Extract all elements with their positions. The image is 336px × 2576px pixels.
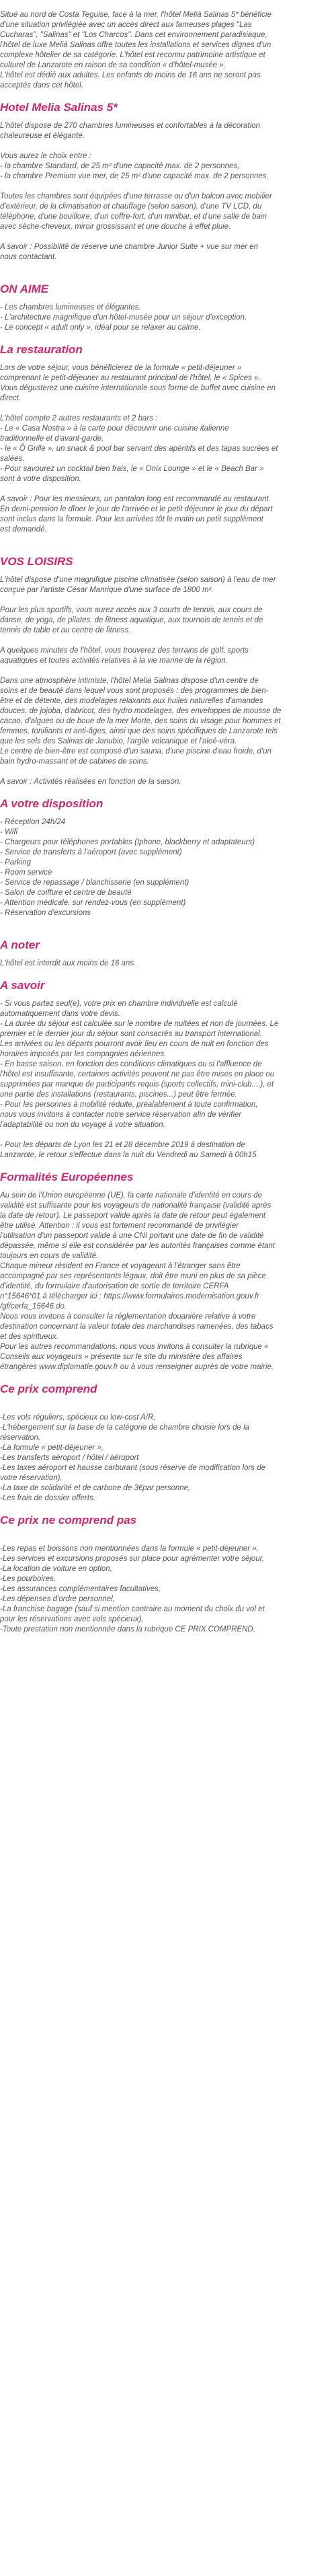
- text-line: L'hôtel compte 2 autres restaurants et 2 bars :: [0, 414, 158, 422]
- text-line: - Pour savourez un cocktail bien frais, le « Onix Lounge » et le « Beach Bar »: [0, 465, 264, 473]
- list-item: - Chargeurs pour téléphones portables (Iphone, blackberry et adaptateurs): [0, 838, 255, 846]
- text-line: - Pour les personnes à mobilité réduite, préalablement à toute confirmation,: [0, 1101, 258, 1109]
- text-line: l'utilisation d'un passeport valide à une CNI portant une date de fin de validité: [0, 1232, 264, 1240]
- text-line: Au sein de l'Union européenne (UE), la carte nationale d'identité en cours de: [0, 1191, 262, 1200]
- text-line: - la chambre Standard, de 25 m² d'une capacité max. de 2 personnes,: [0, 162, 240, 170]
- text-line: premier et le dernier jour du séjour sont consacrés au transport international.: [0, 1030, 262, 1038]
- text-line: étrangères www.diplomatie.gouv.fr ou à vous renseigner auprès de votre mairie.: [0, 1363, 274, 1371]
- hotel-equipment: [0, 192, 329, 232]
- text-line: téléphone, d'une bouilloire, d'un coffre-fort, d'un minibar, et d'une salle de bain: [0, 213, 267, 221]
- text-line: - La durée du séjour est calculée sur le nombre de nuitées et non de journées. Le: [0, 1020, 279, 1028]
- text-line: direct.: [0, 394, 22, 402]
- a-savoir-paragraph: [0, 999, 329, 1130]
- list-item: -Les repas et boissons non mentionnées dans la formule « petit-déjeuner »,: [0, 1545, 259, 1553]
- text-line: accompagné par ses représentants légaux, doit être muni en plus de sa pièce: [0, 1272, 266, 1280]
- text-line: la date de retour). Le passeport valide après la date de retour peut également: [0, 1212, 266, 1220]
- text-line: aquatiques et toutes activités relatives à la vie marine de la région.: [0, 657, 228, 665]
- list-item: - Service de repassage / blanchisserie (en supplément): [0, 879, 190, 887]
- loisirs-sports: [0, 605, 329, 636]
- text-line: conçue par l'artiste César Manrique d'une surface de 1800 m².: [0, 586, 214, 594]
- text-line: femmes, tonifiants et anti-âges, ainsi que des soins spécifiques de Lanzarote tels: [0, 727, 278, 735]
- text-line: - En basse saison, en fonction des conditions climatiques ou si l'affluence de: [0, 1060, 262, 1068]
- text-line: n°15646*01 à télécharger ici : https://www.formulaires.modernisation.gouv.fr: [0, 1292, 259, 1300]
- loisirs-spa: [0, 676, 329, 767]
- list-item: -Les transferts aéroport / hôtel / aéroport: [0, 1454, 139, 1462]
- text-line: - Pour les départs de Lyon les 21 et 28 décembre 2019 à destination de: [0, 1141, 245, 1149]
- text-line: L'hôtel est dédié aux adultes. Les enfants de moins de 16 ans ne seront pas: [0, 71, 261, 79]
- text-line: validité est suffisante pour les voyageurs de nationalité française (validité après: [0, 1202, 271, 1210]
- text-line: - Le « Casa Nostra » à la carte pour découvrir une cuisine italienne: [0, 425, 229, 433]
- text-line: est demandé.: [0, 525, 47, 533]
- list-item: -Les frais de dossier offerts.: [0, 1494, 95, 1502]
- a-savoir-heading: A savoir: [0, 979, 45, 992]
- list-item: - Les chambres lumineuses et élégantes.: [0, 303, 141, 311]
- text-line: comprenant le petit-déjeuner au restaurant principal de l'hôtel, le « Spices ».: [0, 374, 261, 382]
- text-line: et des spiritueux.: [0, 1333, 58, 1341]
- list-item: -La franchise bagage (sauf si mention contraire au moment du choix du vol et: [0, 1605, 265, 1613]
- on-aime-list: [0, 303, 329, 333]
- text-line: Les arrivées ou les départs pourront avoir lieu en cours de nuit en fonction des: [0, 1040, 269, 1048]
- restauration-intro: [0, 363, 329, 404]
- restauration-note: [0, 494, 329, 535]
- text-line: Lors de votre séjour, vous bénéficierez de la formule « petit-déjeuner »: [0, 364, 242, 372]
- text-line: Nous vous invitons à consulter la réglementation douanière relative à votre: [0, 1313, 256, 1321]
- prix-ne-comprend-heading: Ce prix ne comprend pas: [0, 1514, 137, 1526]
- formalites-paragraph: [0, 1191, 329, 1372]
- text-line: horaires imposés par les compagnies aériennes.: [0, 1050, 167, 1058]
- text-line: traditionnelle et d'avant-garde,: [0, 435, 104, 443]
- text-line: l'hôtel de luxe Meliá Salinas offre toutes les installations et services dignes d'un: [0, 41, 271, 49]
- text-line: destination concernant la valeur totale des marchandises ramenées, des tabacs: [0, 1323, 274, 1331]
- text-line: Le centre de bien-être est composé d'un sauna, d'une piscine d'eau froide, d'un: [0, 747, 271, 756]
- text-line: d'extérieur, de la climatisation et chauffage (selon saison), d'une TV LCD, du: [0, 203, 262, 211]
- text-line: acceptés dans cet hôtel.: [0, 81, 84, 89]
- text-line: culturel de Lanzarote en raison de sa condition « d'hôtel-musée ».: [0, 61, 226, 69]
- spacer: [0, 928, 329, 939]
- text-line: Pour les autres recommandations, nous vous invitons à consulter la rubrique «: [0, 1343, 269, 1351]
- hotel-heading: Hotel Melia Salinas 5*: [0, 101, 118, 114]
- text-line: chaleureuse et élégante.: [0, 132, 85, 140]
- disposition-list: [0, 817, 329, 918]
- list-item: - L'architecture magnifique d'un hôtel-musée pour un séjour d'exception.: [0, 314, 247, 322]
- list-item: -Les pourboires,: [0, 1575, 56, 1583]
- list-item: réservation,: [0, 1434, 41, 1442]
- list-item: - Le concept « adult only », idéal pour se relaxer au calme.: [0, 324, 201, 332]
- list-item: - Parking: [0, 858, 32, 867]
- hotel-note: [0, 242, 329, 262]
- a-noter-heading: A noter: [0, 939, 40, 951]
- list-item: -La taxe de solidarité et de carbone de 3€par personne,: [0, 1484, 191, 1492]
- text-line: A quelques minutes de l'hôtel, vous trouverez des terrains de golf, sports: [0, 647, 249, 655]
- prix-ne-comprend-list: [0, 1544, 329, 1635]
- spacer: [0, 272, 329, 283]
- text-line: que les sels des Salinas de Janubio, l'argile volcanique et l'aloé-véra.: [0, 737, 237, 745]
- a-savoir-dates: [0, 1140, 329, 1161]
- text-line: automatiquement dans votre devis.: [0, 1010, 120, 1018]
- text-line: Vous dégusterez une cuisine internationale sous forme de buffet avec cuisine en: [0, 384, 276, 392]
- on-aime-heading: ON AIME: [0, 283, 49, 295]
- text-line: dépassée, même si elle est considérée par les autorités françaises comme étant: [0, 1242, 276, 1250]
- list-item: - Réception 24h/24: [0, 818, 66, 826]
- text-line: Pour les plus sportifs, vous aurez accès aux 3 courts de tennis, aux cours de: [0, 606, 263, 614]
- hotel-rooms: [0, 151, 329, 182]
- text-line: L'hôtel dispose d'une magnifique piscine climatisée (selon saison) à l'eau de mer: [0, 576, 276, 584]
- list-item: -Les services et excursions proposés sur place pour agrémenter votre séjour,: [0, 1555, 265, 1563]
- text-line: avec sèche-cheveux, miroir grossissant et une douche à effet pluie.: [0, 223, 231, 231]
- intro-paragraph: [0, 10, 329, 91]
- list-item: - Service de transferts à l'aéroport (avec supplément): [0, 848, 182, 856]
- text-line: Chaque mineur résident en France et voyageant à l'étranger sans être: [0, 1262, 241, 1270]
- text-line: danse, de yoga, de pilates, de fitness aquatique, aux tournois de tennis et de: [0, 616, 263, 624]
- text-line: supprimées par manque de participants requis (sports collectifs, mini-club....), et: [0, 1080, 274, 1089]
- text-line: Cucharas", "Salinas" et "Los Charcos". Dans cet environnement paradisiaque,: [0, 31, 267, 39]
- text-line: toujours en cours de validité.: [0, 1252, 99, 1260]
- text-line: douces, de jojoba, d'abricot, des hydro modelages, des enveloppes de mousse de: [0, 707, 282, 715]
- list-item: - Attention médicale, sur rendez-vous (en supplément): [0, 899, 186, 907]
- restauration-restaurants: [0, 414, 329, 484]
- list-item: -L'hébergement sur la base de la catégorie de chambre choisie lors de la: [0, 1424, 250, 1432]
- list-item: -La location de voiture en option,: [0, 1565, 112, 1573]
- text-line: Lanzarote, le retour s'effectue dans la nuit du Vendredi au Samedi à 00h15.: [0, 1151, 259, 1159]
- hotel-description: [0, 121, 329, 141]
- text-line: Conseils aux voyageurs » présente sur le site du ministère des affaires: [0, 1353, 243, 1361]
- text-line: Situé au nord de Costa Teguise, face à la mer, l'hôtel Meliá Salinas 5* bénéficie: [0, 11, 271, 19]
- list-item: -Les vols réguliers, spécieux ou low-cost A/R,: [0, 1413, 156, 1422]
- text-line: En demi-pension le dîner le jour de l'arrivée et le petit déjeuner le jour du départ: [0, 505, 273, 513]
- text-line: tennis de table et au centre de fitness.: [0, 626, 131, 634]
- list-item: - Wifi: [0, 828, 18, 836]
- text-line: soins et de beauté dans lequel vous sont proposés : des programmes de bien-: [0, 687, 269, 695]
- list-item: -Les dépenses d'ordre personnel,: [0, 1595, 115, 1603]
- list-item: votre réservation),: [0, 1474, 62, 1482]
- text-line: d'identité, du formulaire d'autorisation de sortie de territoire CERFA: [0, 1282, 229, 1290]
- text-line: sont inclus dans la formule. Pour les arrivées tôt le matin un petit supplément: [0, 515, 263, 523]
- list-item: - Réservation d'excursions: [0, 909, 91, 917]
- text-line: une partie des installations (restaurants, piscines...) peut être fermée.: [0, 1091, 237, 1099]
- list-item: -Les taxes aéroport et hausse carburant (sous réserve de modification lors de: [0, 1464, 266, 1472]
- text-line: salées.: [0, 455, 25, 463]
- text-line: A savoir : Pour les messieurs, un pantalon long est recommandé au restaurant.: [0, 495, 271, 503]
- text-line: - Si vous partez seul(e), votre prix en chambre individuelle est calculé: [0, 1000, 238, 1008]
- text-line: L'hôtel dispose de 270 chambres lumineuses et confortables à la décoration: [0, 122, 261, 130]
- text-line: - la chambre Premium vue mer, de 25 m² d'une capacité max. de 2 personnes.: [0, 172, 269, 180]
- text-line: Vous aurez le choix entre :: [0, 152, 91, 160]
- text-line: Dans une atmosphère intimiste, l'hôtel Melia Salinas dispose d'un centre de: [0, 677, 259, 685]
- a-noter-text: [0, 959, 329, 969]
- spacer: [0, 1534, 329, 1544]
- prix-comprend-list: [0, 1413, 329, 1504]
- list-item: - Room service: [0, 869, 52, 877]
- list-item: - Salon de coiffure et centre de beauté: [0, 889, 132, 897]
- text-line: A savoir : Possibilité de réserve une chambre Junior Suite + vue sur mer en: [0, 243, 259, 251]
- text-line: l'adaptabilité ou non du voyage à votre situation.: [0, 1121, 165, 1129]
- text-line: sont à votre disposition.: [0, 475, 81, 483]
- prix-comprend-heading: Ce prix comprend: [0, 1383, 97, 1395]
- text-line: nous contactant.: [0, 253, 57, 261]
- text-line: nous vous invitons à contacter notre service réservation afin de vérifier: [0, 1111, 242, 1119]
- disposition-heading: A votre disposition: [0, 797, 103, 810]
- text-line: /gf/cerfa_15646.do.: [0, 1302, 67, 1311]
- loisirs-nearby: [0, 646, 329, 666]
- formalites-heading: Formalités Européennes: [0, 1171, 134, 1183]
- loisirs-pool: [0, 575, 329, 595]
- list-item: pour les réservations avec vols spécieux),: [0, 1615, 144, 1623]
- text-line: bain hydro-massant et de cabines de soins.: [0, 758, 149, 766]
- text-line: l'hôtel est insuffisante, certaines activités peuvent ne pas être mises en place ou: [0, 1070, 275, 1078]
- loisirs-note: [0, 777, 329, 787]
- list-item: -La formule « petit-déjeuner »,: [0, 1444, 104, 1452]
- text-line: être utilisé. Attention : il vous est fortement recommandé de privilégier: [0, 1222, 239, 1230]
- text-line: complexe hôtelier de sa catégorie. L'hôtel est reconnu patrimoine artistique et: [0, 51, 265, 59]
- text-line: être et de détente, des modelages relaxants aux huiles naturelles d'amandes: [0, 697, 263, 705]
- restauration-heading: La restauration: [0, 343, 83, 356]
- spacer: [0, 1403, 329, 1413]
- text-line: cacao, d'algues ou de boue de la mer Morte, des soins du visage pour hommes et: [0, 717, 281, 725]
- text-line: L'hôtel est interdit aux moins de 16 ans.: [0, 959, 136, 967]
- loisirs-heading: VOS LOISIRS: [0, 555, 73, 568]
- text-line: Toutes les chambres sont équipées d'une terrasse ou d'un balcon avec mobilier: [0, 192, 272, 200]
- spacer: [0, 545, 329, 555]
- text-line: - le « Ô Grille », un snack & pool bar servant des apéritifs et des tapas sucrées et: [0, 445, 278, 453]
- list-item: -Les assurances complémentaires facultatives,: [0, 1585, 161, 1593]
- text-line: A savoir : Activités réalisées en fonction de la saison.: [0, 778, 181, 786]
- text-line: d'une situation privilégiée avec un accès direct aux fameuses plages "Las: [0, 21, 252, 29]
- list-item: -Toute prestation non mentionnée dans la rubrique CE PRIX COMPREND.: [0, 1625, 255, 1633]
